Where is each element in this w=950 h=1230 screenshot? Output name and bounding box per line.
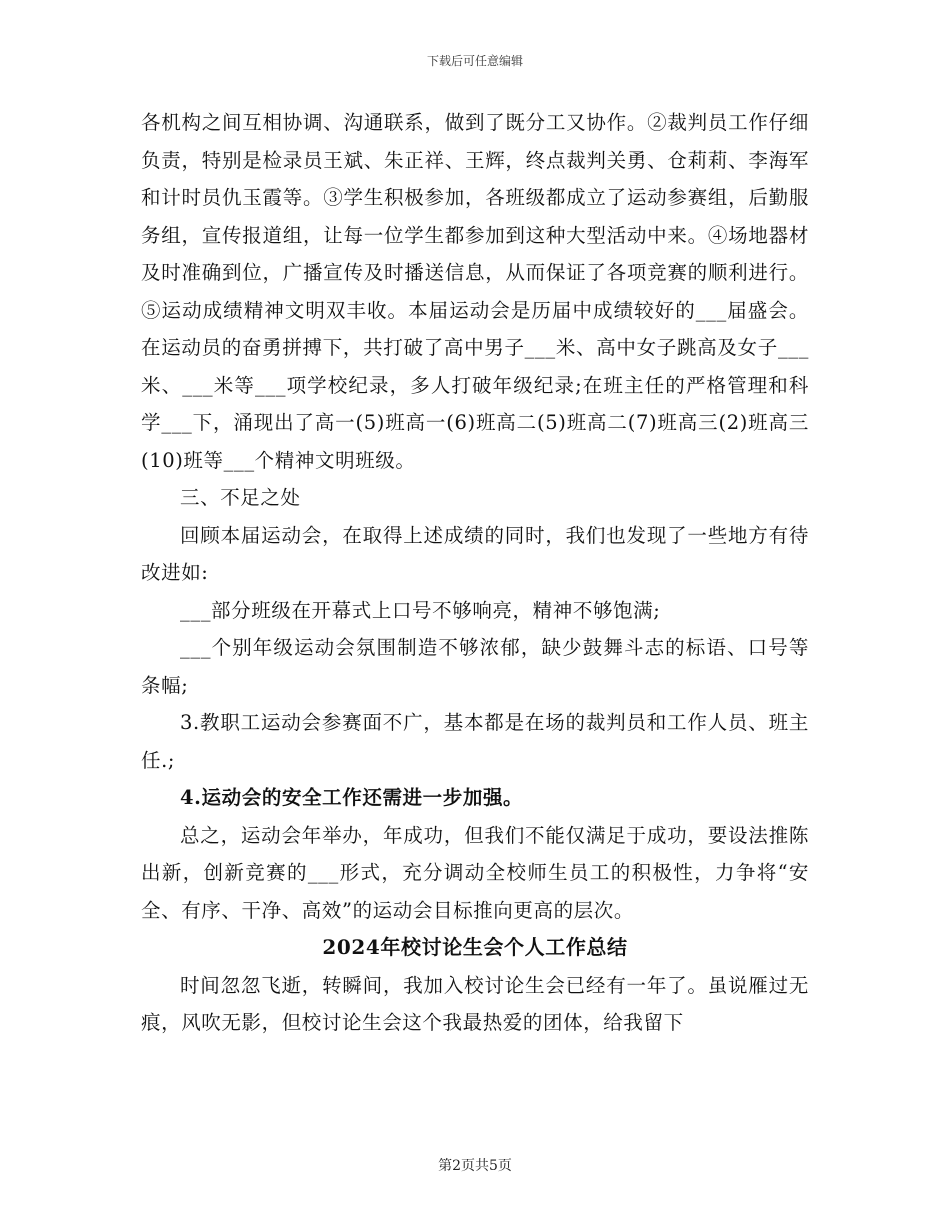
list-item-4: 4.运动会的安全工作还需进一步加强。: [180, 786, 524, 809]
paragraph-summary-intro: 时间忽忽飞逝，转瞬间，我加入校讨论生会已经有一年了。虽说雁过无痕，风吹无影，但校讨论生会这个我最热爱的团体，给我留下: [141, 973, 809, 1034]
page-header-note: 下载后可任意编辑: [426, 54, 523, 68]
page-number-footer: 第2页共5页: [438, 1158, 512, 1174]
list-item-2: ___个别年级运动会氛围制造不够浓郁，缺少鼓舞斗志的标语、口号等条幅;: [141, 636, 809, 697]
paragraph-achievements: 各机构之间互相协调、沟通联系，做到了既分工又协作。②裁判员工作仔细负责，特别是检录员王斌、朱正祥、王辉，终点裁判关勇、仓莉莉、李海军和计时员仇玉霞等。③学生积极参加，各班级都成立了运动参赛组，后勤服务组，宣传报道组，让每一位学生都参加到这种大型活动中来。④场地器材及时准确到位，广播宣传及时播送信息，从而保证了各项竞赛的顺利进行。⑤运动成绩精神文明双丰收。本届运动会是历届中成绩较好的___届盛会。在运动员的奋勇拼搏下，共打破了高中男子___米、高中女子跳高及女子___米、___米等___项学校纪录，多人打破年级纪录;在班主任的严格管理和科学___下，涌现出了高一(5)班高一(6)班高二(5)班高二(7)班高三(2)班高三(10)班等___个精神文明班级。: [141, 111, 809, 472]
list-item-3: 3.教职工运动会参赛面不广，基本都是在场的裁判员和工作人员、班主任.;: [141, 711, 809, 772]
list-item-1: ___部分班级在开幕式上口号不够响亮，精神不够饱满;: [180, 598, 661, 622]
paragraph-review: 回顾本届运动会，在取得上述成绩的同时，我们也发现了一些地方有待改进如:: [141, 523, 809, 584]
document-body: [141, 104, 809, 1042]
section-heading-shortcomings: 三、不足之处: [180, 486, 301, 509]
section-title-2024-summary: 2024年校讨论生会个人工作总结: [322, 935, 628, 959]
paragraph-conclusion: 总之，运动会年举办，年成功，但我们不能仅满足于成功，要设法推陈出新，创新竞赛的___形式，充分调动全校师生员工的积极性，力争将“安全、有序、干净、高效”的运动会目标推向更高的层次。: [141, 823, 809, 922]
